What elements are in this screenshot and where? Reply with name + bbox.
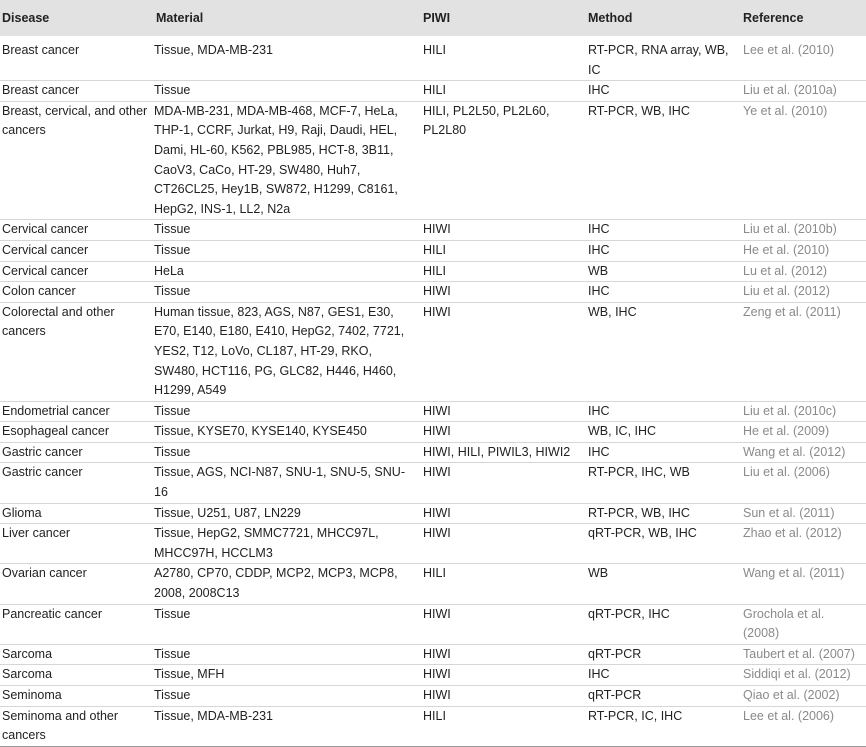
cell-material: Tissue	[154, 242, 191, 257]
table-row	[0, 240, 866, 261]
cell-disease: Gastric cancer	[2, 465, 83, 480]
cell-disease: Breast cancer	[2, 83, 80, 98]
cell-method: IHC	[588, 403, 610, 418]
cell-method: IHC	[588, 83, 610, 98]
table-row	[0, 36, 866, 81]
cell-disease: Endometrial cancer	[2, 403, 110, 418]
cell-reference: Wang et al. (2011)	[743, 566, 845, 581]
cell-method: IHC	[588, 667, 610, 682]
table-row	[0, 644, 866, 665]
table-row	[0, 503, 866, 524]
cell-method: qRT-PCR	[588, 646, 642, 661]
cell-method: RT-PCR, WB, IHC	[588, 103, 690, 118]
table-row	[0, 524, 866, 564]
table-row	[0, 463, 866, 503]
cell-reference: Liu et al. (2012)	[743, 284, 830, 299]
cell-reference: He et al. (2009)	[743, 424, 830, 439]
cell-material: A2780, CP70, CDDP, MCP2, MCP3, MCP8, 2008, 2008C13	[154, 566, 398, 601]
table-header	[0, 0, 866, 36]
cell-material: Tissue, MDA-MB-231	[154, 708, 274, 723]
cell-reference: Lu et al. (2012)	[743, 263, 828, 278]
cell-method: IHC	[588, 284, 610, 299]
table-row	[0, 706, 866, 746]
header-piwi: PIWI	[423, 11, 451, 25]
table-row	[0, 686, 866, 707]
cell-method: WB	[588, 263, 609, 278]
cell-disease: Liver cancer	[2, 526, 71, 541]
table-row	[0, 101, 866, 220]
cell-piwi: HIWI	[423, 667, 451, 682]
cell-piwi: HILI	[423, 43, 446, 57]
cell-disease: Pancreatic cancer	[2, 606, 103, 621]
cell-piwi: HIWI	[423, 222, 451, 237]
cell-method: IHC	[588, 222, 610, 237]
cell-material: Tissue, U251, U87, LN229	[154, 505, 301, 520]
cell-piwi: HIWI	[423, 688, 451, 702]
header-material: Material	[156, 11, 204, 25]
cell-disease: Sarcoma	[2, 667, 53, 682]
cell-piwi: HIWI	[423, 284, 451, 299]
cell-piwi: HILI	[423, 83, 446, 98]
table-row	[0, 422, 866, 443]
cell-method: RT-PCR, RNA array, WB, IC	[588, 43, 729, 77]
cell-disease: Gastric cancer	[2, 444, 83, 459]
cell-piwi: HIWI	[423, 465, 451, 480]
table-row	[0, 442, 866, 463]
cell-piwi: HIWI	[423, 505, 451, 520]
cell-piwi: HILI	[423, 708, 446, 723]
cell-reference: Taubert et al. (2007)	[743, 646, 855, 661]
cell-reference: Liu et al. (2010c)	[743, 403, 837, 418]
cell-method: qRT-PCR, IHC	[588, 606, 670, 621]
cell-disease: Colorectal and other cancers	[2, 304, 115, 339]
cell-material: Tissue	[154, 606, 191, 621]
header-method: Method	[588, 11, 633, 25]
cell-piwi: HIWI	[423, 304, 451, 319]
cell-material: Tissue	[154, 688, 191, 702]
cell-piwi: HIWI, HILI, PIWIL3, HIWI2	[423, 444, 571, 459]
cell-material: Tissue	[154, 403, 191, 418]
cell-material: Tissue	[154, 444, 191, 459]
cell-material: HeLa	[154, 263, 184, 278]
cell-piwi: HILI	[423, 566, 446, 581]
cell-reference: Sun et al. (2011)	[743, 505, 835, 520]
table-row	[0, 564, 866, 604]
cell-material: Tissue	[154, 284, 191, 299]
cell-disease: Cervical cancer	[2, 263, 89, 278]
cell-reference: Liu et al. (2010b)	[743, 222, 837, 237]
cell-material: Tissue, HepG2, SMMC7721, MHCC97L, MHCC97H, HCCLM3	[154, 526, 379, 560]
cell-reference: Zhao et al. (2012)	[743, 526, 842, 541]
cell-disease: Ovarian cancer	[2, 566, 87, 581]
header-disease: Disease	[2, 11, 50, 25]
cell-method: qRT-PCR	[588, 688, 642, 702]
cell-disease: Breast, cervical, and other cancers	[2, 103, 148, 138]
cell-material: Tissue, MDA-MB-231	[154, 43, 274, 57]
cell-method: WB, IHC	[588, 304, 637, 319]
cell-method: RT-PCR, IHC, WB	[588, 465, 690, 480]
cell-method: RT-PCR, IC, IHC	[588, 708, 683, 723]
cell-piwi: HIWI	[423, 403, 451, 418]
cell-method: qRT-PCR, WB, IHC	[588, 526, 697, 541]
cell-disease: Cervical cancer	[2, 222, 89, 237]
table-row	[0, 282, 866, 303]
cell-method: RT-PCR, WB, IHC	[588, 505, 690, 520]
cell-material: Tissue, AGS, NCI-N87, SNU-1, SNU-5, SNU-16	[154, 465, 405, 500]
cell-reference: Zeng et al. (2011)	[743, 304, 841, 319]
cell-reference: Ye et al. (2010)	[743, 103, 828, 118]
cell-method: IHC	[588, 242, 610, 257]
cell-material: Human tissue, 823, AGS, N87, GES1, E30, E70, E140, E180, E410, HepG2, 7402, 7721, YES2, T12, LoVo, CL187, HT-29, RKO, SW480, HCT116, PG, GLC82, H446, H460, H1299, A549	[154, 304, 405, 398]
cell-method: IHC	[588, 444, 610, 459]
header-reference: Reference	[743, 11, 804, 25]
cell-disease: Seminoma	[2, 688, 62, 702]
cell-method: WB, IC, IHC	[588, 424, 657, 439]
cell-piwi: HILI	[423, 242, 446, 257]
table-row	[0, 665, 866, 686]
table-row	[0, 302, 866, 401]
header-row	[0, 0, 866, 36]
cell-reference: Lee et al. (2010)	[743, 43, 835, 57]
cell-disease: Sarcoma	[2, 646, 53, 661]
cell-material: Tissue	[154, 83, 191, 98]
cell-piwi: HIWI	[423, 424, 451, 439]
cell-reference: Liu et al. (2006)	[743, 465, 830, 480]
cell-disease: Esophageal cancer	[2, 424, 110, 439]
cell-reference: Lee et al. (2006)	[743, 708, 835, 723]
cell-material: Tissue	[154, 646, 191, 661]
cell-reference: Siddiqi et al. (2012)	[743, 667, 851, 682]
cell-disease: Colon cancer	[2, 284, 76, 299]
cell-material: Tissue, MFH	[154, 667, 225, 682]
cell-reference: Liu et al. (2010a)	[743, 83, 837, 98]
cell-reference: Wang et al. (2012)	[743, 444, 846, 459]
cell-material: Tissue, KYSE70, KYSE140, KYSE450	[154, 424, 367, 439]
cell-method: WB	[588, 566, 609, 581]
cell-piwi: HILI, PL2L50, PL2L60, PL2L80	[423, 103, 550, 138]
table-row	[0, 401, 866, 422]
table-row	[0, 261, 866, 282]
cell-piwi: HIWI	[423, 606, 451, 621]
cell-material: MDA-MB-231, MDA-MB-468, MCF-7, HeLa, THP-1, CCRF, Jurkat, H9, Raji, Daudi, HEL, Dami, HL-60, K562, PBL985, HCT-8, 3B11, CaoV3, CaCo, HT-29, SW480, Huh7, CT26CL25, Hey1B, SW872, H1299, C8161, HepG2, INS-1, LL2, N2a	[154, 103, 398, 216]
cell-disease: Cervical cancer	[2, 242, 89, 257]
cell-disease: Breast cancer	[2, 43, 80, 57]
table-body	[0, 36, 866, 746]
cell-piwi: HILI	[423, 263, 446, 278]
cell-disease: Glioma	[2, 505, 42, 520]
table-row	[0, 604, 866, 644]
cell-piwi: HIWI	[423, 526, 451, 541]
cell-reference: Grochola et al. (2008)	[743, 606, 825, 641]
cell-material: Tissue	[154, 222, 191, 237]
table-row	[0, 81, 866, 102]
cell-reference: Qiao et al. (2002)	[743, 688, 840, 702]
cell-piwi: HIWI	[423, 646, 451, 661]
cell-reference: He et al. (2010)	[743, 242, 830, 257]
cell-disease: Seminoma and other cancers	[2, 708, 119, 743]
table-row	[0, 220, 866, 241]
